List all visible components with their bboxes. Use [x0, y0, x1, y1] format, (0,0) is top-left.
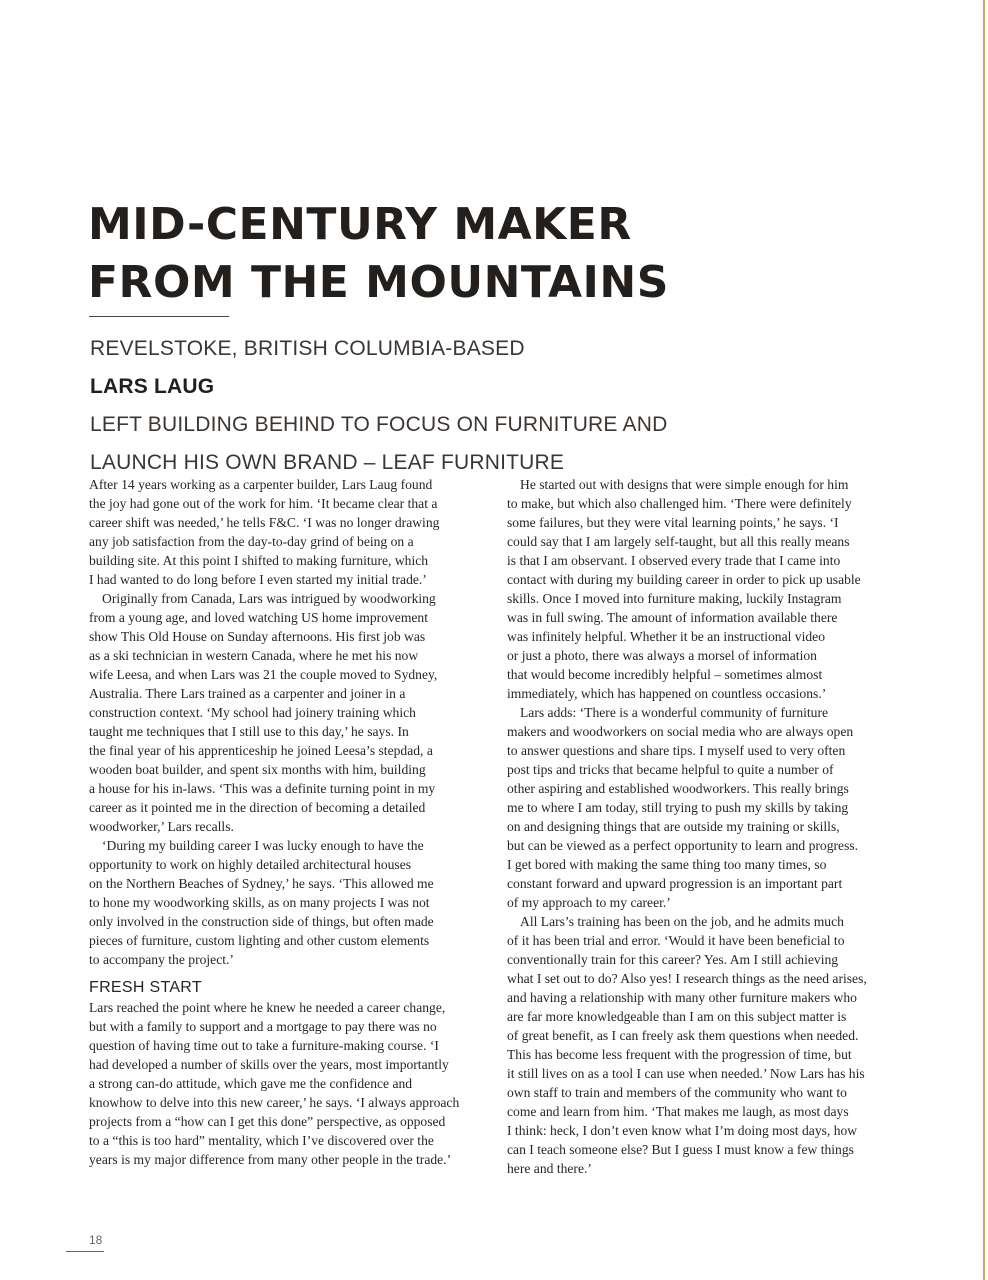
standfirst-line-1 [90, 330, 790, 406]
text-line: ‘During my building career I was lucky enough to have the [102, 838, 424, 853]
left-paragraph-2 [89, 589, 481, 836]
text-line: a strong can-do attitude, which gave me the confidence and [89, 1076, 413, 1091]
standfirst-line-3: LAUNCH HIS OWN BRAND – LEAF FURNITURE [90, 451, 565, 474]
text-line: to answer questions and share tips. I myself used to very often [507, 743, 846, 758]
text-line: me to where I am today, still trying to push my skills by taking [507, 800, 849, 815]
text-line: After 14 years working as a carpenter builder, Lars Laug found [89, 477, 433, 492]
text-line: of it has been trial and error. ‘Would it have been beneficial to [507, 933, 845, 948]
text-line: I think: heck, I don’t even know what I’m doing most days, how [507, 1123, 858, 1138]
text-line: on and designing things that are outside my training or skills, [507, 819, 840, 834]
left-paragraph-1 [89, 475, 481, 589]
text-line: to hone my woodworking skills, as on many projects I was not [89, 895, 430, 910]
text-line: career as it pointed me in the direction of becoming a detailed [89, 800, 426, 815]
right-paragraph-2 [507, 703, 901, 912]
text-line: wife Leesa, and when Lars was 21 the couple moved to Sydney, [89, 667, 438, 682]
text-line: makers and woodworkers on social media who are always open [507, 724, 854, 739]
text-line: question of having time out to take a furniture-making course. ‘I [89, 1038, 439, 1053]
text-line: other aspiring and established woodworkers. This really brings [507, 781, 849, 796]
text-line: I had wanted to do long before I even started my initial trade.’ [89, 572, 427, 587]
text-line: taught me techniques that I still use to this day,’ he says. In [89, 724, 409, 739]
text-line: is that I am observant. I observed every trade that I came into [507, 553, 841, 568]
title-line-2: FROM THE MOUNTAINS [88, 257, 669, 308]
body-column-left [89, 475, 481, 1169]
text-line: and having a relationship with many other furniture makers who [507, 990, 857, 1005]
text-line: show This Old House on Sunday afternoons. His first job was [89, 629, 426, 644]
text-line: post tips and tricks that became helpful to quite a number of [507, 762, 834, 777]
text-line: opportunity to work on highly detailed architectural houses [89, 857, 412, 872]
text-line: to accompany the project.’ [89, 952, 234, 967]
text-line: conventionally train for this career? Yes. Am I still achieving [507, 952, 839, 967]
title-line-1: MID-CENTURY MAKER [88, 199, 632, 250]
text-line: can I teach someone else? But I guess I must know a few things [507, 1142, 854, 1157]
text-line: that would become incredibly helpful – sometimes almost [507, 667, 823, 682]
left-paragraph-4 [89, 998, 481, 1169]
text-line: was in full swing. The amount of information available there [507, 610, 838, 625]
text-line: construction context. ‘My school had joinery training which [89, 705, 416, 720]
body-column-right [507, 475, 901, 1178]
text-line: was infinitely helpful. Whether it be an instructional video [507, 629, 825, 644]
text-line: projects from a “how can I get this done” perspective, as opposed [89, 1114, 446, 1129]
text-line: of my approach to my career.’ [507, 895, 671, 910]
text-line: as a ski technician in western Canada, where he met his now [89, 648, 419, 663]
text-line: to a “this is too hard” mentality, which I’ve discovered over the [89, 1133, 434, 1148]
text-line: here and there.’ [507, 1161, 592, 1176]
text-line: All Lars’s training has been on the job, and he admits much [520, 914, 844, 929]
text-line: or just a photo, there was always a morsel of information [507, 648, 817, 663]
text-line: any job satisfaction from the day-to-day grind of being on a [89, 534, 414, 549]
text-line: This has become less frequent with the progression of time, but [507, 1047, 852, 1062]
text-line: own staff to train and members of the community who want to [507, 1085, 847, 1100]
text-line: the joy had gone out of the work for him. ‘It became clear that a [89, 496, 438, 511]
text-line: Lars reached the point where he knew he needed a career change, [89, 1000, 446, 1015]
text-line: could say that I am largely self-taught, but all this really means [507, 534, 850, 549]
left-paragraph-3 [89, 836, 481, 969]
standfirst-name-bold: LARS LAUG [90, 375, 215, 398]
text-line: are far more knowledgeable than I am on this subject matter is [507, 1009, 847, 1024]
text-line: wooden boat builder, and spent six months with him, building [89, 762, 426, 777]
text-line: but can be viewed as a perfect opportunity to learn and progress. [507, 838, 859, 853]
text-line: what I set out to do? Also yes! I research things as the need arises, [507, 971, 867, 986]
text-line: contact with during my building career in order to pick up usable [507, 572, 861, 587]
text-line: woodworker,’ Lars recalls. [89, 819, 234, 834]
text-line: Originally from Canada, Lars was intrigued by woodworking [102, 591, 436, 606]
text-line: He started out with designs that were simple enough for him [520, 477, 849, 492]
text-line: some failures, but they were vital learning points,’ he says. ‘I [507, 515, 839, 530]
text-line: skills. Once I moved into furniture making, luckily Instagram [507, 591, 842, 606]
right-paragraph-1 [507, 475, 901, 703]
page-edge-accent-line [983, 0, 985, 1280]
section-heading-fresh-start: FRESH START [89, 979, 202, 996]
text-line: a house for his in-laws. ‘This was a definite turning point in my [89, 781, 436, 796]
folio-rule [66, 1251, 104, 1252]
article-title [88, 196, 788, 312]
text-line: come and learn from him. ‘That makes me laugh, as most days [507, 1104, 849, 1119]
standfirst-line-2: LEFT BUILDING BEHIND TO FOCUS ON FURNITURE AND [90, 413, 668, 436]
right-paragraph-3 [507, 912, 901, 1178]
article-standfirst [90, 330, 790, 482]
text-line: only involved in the construction side of things, but often made [89, 914, 434, 929]
text-line: but with a family to support and a mortgage to pay there was no [89, 1019, 437, 1034]
page-number: 18 [89, 1233, 103, 1247]
text-line: of great benefit, as I can freely ask them questions when needed. [507, 1028, 859, 1043]
text-line: from a young age, and loved watching US home improvement [89, 610, 429, 625]
standfirst-line-1-text: REVELSTOKE, BRITISH COLUMBIA-BASED [90, 337, 525, 360]
text-line: pieces of furniture, custom lighting and other custom elements [89, 933, 430, 948]
text-line: Australia. There Lars trained as a carpenter and joiner in a [89, 686, 406, 701]
text-line: career shift was needed,’ he tells F&C. ‘I was no longer drawing [89, 515, 440, 530]
text-line: years is my major difference from many other people in the trade.’ [89, 1152, 452, 1167]
text-line: on the Northern Beaches of Sydney,’ he says. ‘This allowed me [89, 876, 434, 891]
text-line: knowhow to delve into this new career,’ he says. ‘I always approach [89, 1095, 460, 1110]
text-line: building site. At this point I shifted to making furniture, which [89, 553, 429, 568]
text-line: Lars adds: ‘There is a wonderful community of furniture [520, 705, 829, 720]
text-line: had developed a number of skills over the years, most importantly [89, 1057, 449, 1072]
text-line: immediately, which has happened on countless occasions.’ [507, 686, 827, 701]
text-line: constant forward and upward progression is an important part [507, 876, 843, 891]
text-line: I get bored with making the same thing too many times, so [507, 857, 827, 872]
text-line: the final year of his apprenticeship he joined Leesa’s stepdad, a [89, 743, 433, 758]
title-underline-rule [89, 316, 229, 317]
text-line: it still lives on as a tool I can use when needed.’ Now Lars has his [507, 1066, 865, 1081]
text-line: to make, but which also challenged him. ‘There were definitely [507, 496, 852, 511]
